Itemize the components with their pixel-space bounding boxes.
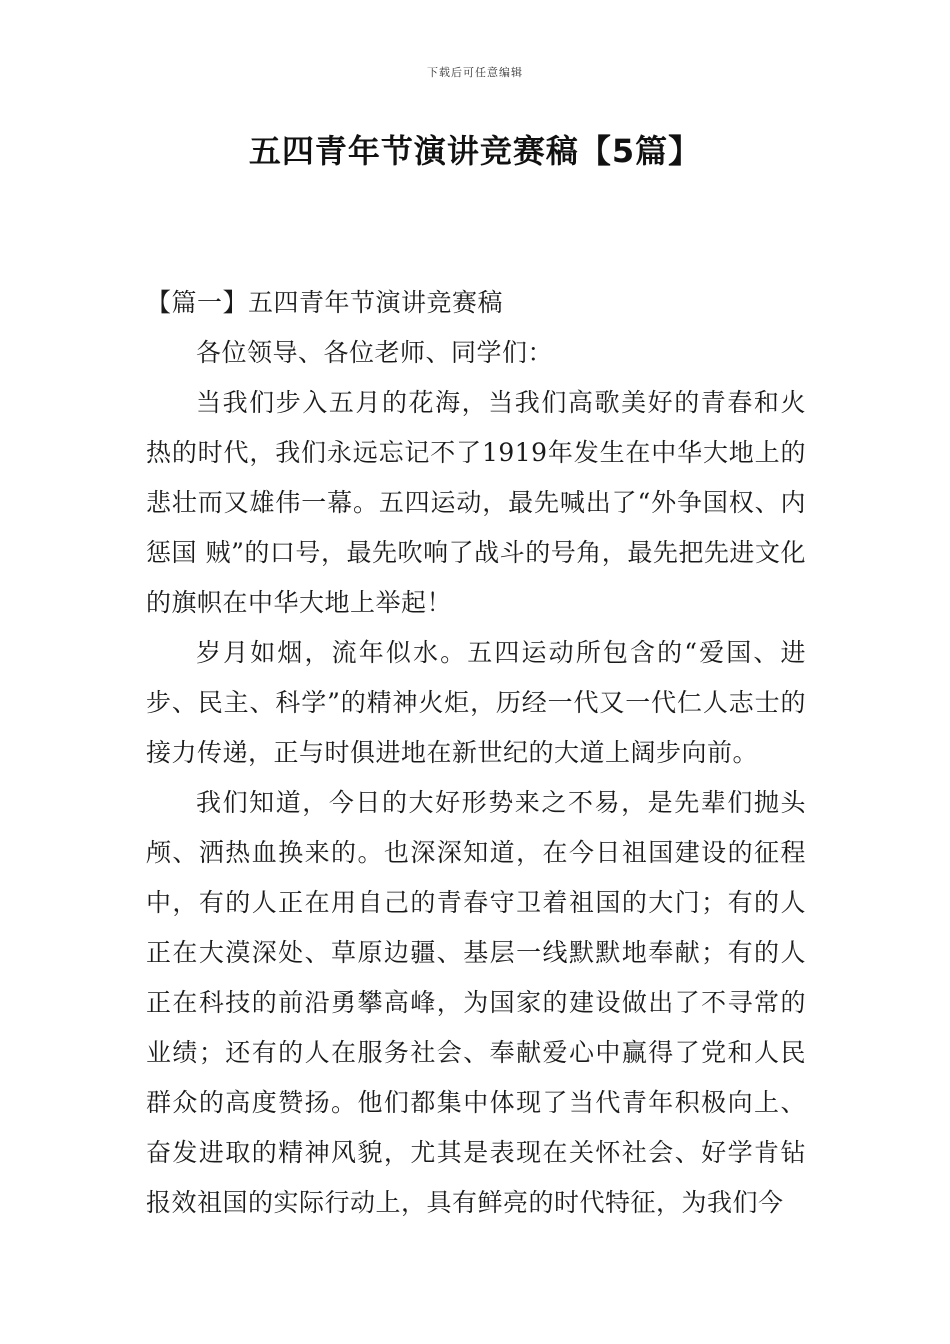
document-body	[146, 278, 806, 1228]
section-heading: 【篇一】五四青年节演讲竞赛稿	[146, 288, 504, 317]
body-paragraph: 岁月如烟，流年似水。五四运动所包含的“爱国、进步、民主、科学”的精神火炬，历经一代又一代仁人志士的接力传递，正与时俱进地在新世纪的大道上阔步向前。	[146, 638, 806, 767]
body-paragraph: 当我们步入五月的花海，当我们高歌美好的青春和火热的时代，我们永远忘记不了1919年发生在中华大地上的悲壮而又雄伟一幕。五四运动，最先喊出了“外争国权、内惩国 贼”的口号，最先吹响了战斗的号角，最先把先进文化的旗帜在中华大地上举起！	[146, 388, 806, 617]
header-note: 下载后可任意编辑	[427, 66, 523, 79]
salutation-paragraph: 各位领导、各位老师、同学们：	[196, 338, 554, 367]
body-paragraph: 我们知道，今日的大好形势来之不易，是先辈们抛头颅、洒热血换来的。也深深知道，在今日祖国建设的征程中，有的人正在用自己的青春守卫着祖国的大门；有的人正在大漠深处、草原边疆、基层一线默默地奉献；有的人正在科技的前沿勇攀高峰，为国家的建设做出了不寻常的业绩；还有的人在服务社会、奉献爱心中赢得了党和人民群众的高度赞扬。他们都集中体现了当代青年积极向上、奋发进取的精神风貌，尤其是表现在关怀社会、好学肯钻报效祖国的实际行动上，具有鲜亮的时代特征，为我们今	[146, 788, 806, 1217]
document-title: 五四青年节演讲竞赛稿【5篇】	[248, 132, 702, 170]
